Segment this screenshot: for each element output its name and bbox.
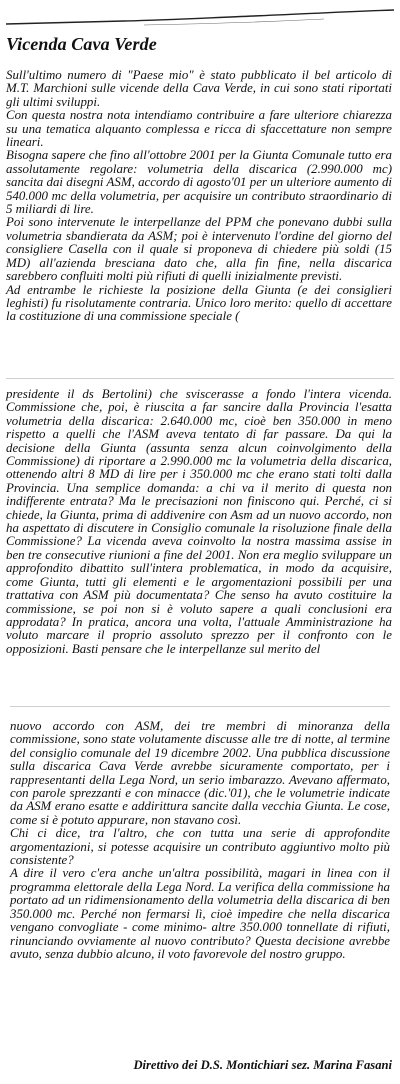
article-column-2 [6, 388, 392, 656]
column-divider [6, 378, 394, 379]
paragraph: Bisogna sapere che fino all'ottobre 2001 per la Giunta Comunale tutto era assolutamente regolare: volumetria della discarica (2.990.000 mc) sancita dai disegni ASM, accordo di agosto'01 per un ulteriore aumento di 540.000 mc della volumetria, per acquisire un contributo straordinario di 5 miliardi di lire. [6, 148, 392, 217]
column-divider [10, 706, 390, 707]
paragraph: presidente il ds Bertolini) che sviscerasse a fondo l'intera vicenda. Commissione che, poi, è riuscita a far sancire dalla Provincia l'esatta volumetria della discarica: 2.640.000 mc, cioè ben 350.000 in meno rispetto a quelli che l'ASM aveva tentato di far passare. Da qui la decisione della Giunta (assunta senza alcun coinvolgimento della Commissione) di riportare a 2.990.000 mc la volumetria della discarica, ottenendo altri 8 MD di lire per i 350.000 mc che erano stati tolti dalla Provincia. Una semplice domanda: a chi va il merito di questa non indifferente entrata? Ma le precisazioni non finiscono qui. Perché, ci si chiede, la Giunta, prima di addivenire con Asm ad un nuovo accordo, non ha aspettato di discutere in Consiglio comunale la risoluzione finale della Commissione? La vicenda aveva coinvolto la nostra massima assise in ben tre consecutive riunioni a fine del 2001. Non era meglio sviluppare un approfondito dibattito sull'intera problematica, in modo da acquisire, come Giunta, tutti gli elementi e le argomentazioni possibili per una trattativa con ASM più documentata? Che senso ha avuto costituire la commissione, se poi non si è voluto sapere a quali conclusioni era approdata? In pratica, ancora una volta, l'attuale Amministrazione ha voluto marcare il proprio assoluto sprezzo per il confronto con le opposizioni. Basti pensare che le interpellanze sul merito del [6, 387, 392, 656]
paragraph: Ad entrambe le richieste la posizione della Giunta (e dei consiglieri leghisti) fu risolutamente contraria. Unico loro merito: quello di accettare la costituzione di una commissione speciale ( [6, 282, 392, 324]
article-title: Vicenda Cava Verde [6, 34, 157, 54]
article-column-3 [10, 720, 390, 961]
paragraph: Poi sono intervenute le interpellanze del PPM che ponevano dubbi sulla volumetria sbandierata da ASM; poi è intervenuto l'ordine del giorno del consigliere Casella con il quale si proponeva di chiedere più soldi (15 MD) all'azienda bresciana dato che, alla fin fine, nella discarica sarebbero confluiti molti più rifiuti di quelli inizialmente previsti. [6, 215, 392, 284]
paragraph: Sull'ultimo numero di "Paese mio" è stato pubblicato il bel articolo di M.T. Marchioni sulle vicende della Cava Verde, in cui sono stati riportati gli ultimi sviluppi. [6, 68, 392, 109]
paragraph: Con questa nostra nota intendiamo contribuire a fare ulteriore chiarezza su una tematica alquanto complessa e ricca di sfaccettature non sempre lineari. [6, 108, 392, 150]
paragraph: nuovo accordo con ASM, dei tre membri di minoranza della commissione, sono state volutamente discusse alle tre di notte, al termine del consiglio comunale del 19 dicembre 2002. Una pubblica discussione sulla discarica Cava Verde avrebbe sicuramente comportato, per i rappresentanti della Lega Nord, un serio imbarazzo. Avevano affermato, con parole sprezzanti e con minacce (dic.'01), che le volumetrie indicate da ASM erano esatte e addirittura sancite dalla vecchia Giunta. Le cose, come si è potuto appurare, non stavano così. [10, 719, 390, 827]
paragraph: A dire il vero c'era anche un'altra possibilità, magari in linea con il programma elettorale della Lega Nord. La verifica della commissione ha portato ad un ridimensionamento della volumetria della discarica di ben 350.000 mc. Perché non fermarsi lì, cioè impedire che nella discarica vengano convogliate - come minimo- altre 350.000 tonnellate di rifiuti, rinunciando ovviamente al nuovo contributo? Questa decisione avrebbe avuto, senza dubbio alcuno, il voto favorevole del nostro gruppo. [10, 866, 390, 961]
paragraph: Chi ci dice, tra l'altro, che con tutta una serie di approfondite argomentazioni, si potesse acquisire un contributo aggiuntivo molto più consistente? [10, 826, 390, 868]
article-signature: Direttivo dei D.S. Montichiari sez. Marina Fasani [133, 1058, 392, 1072]
article-column-1 [6, 69, 392, 324]
header-rule [4, 6, 396, 28]
